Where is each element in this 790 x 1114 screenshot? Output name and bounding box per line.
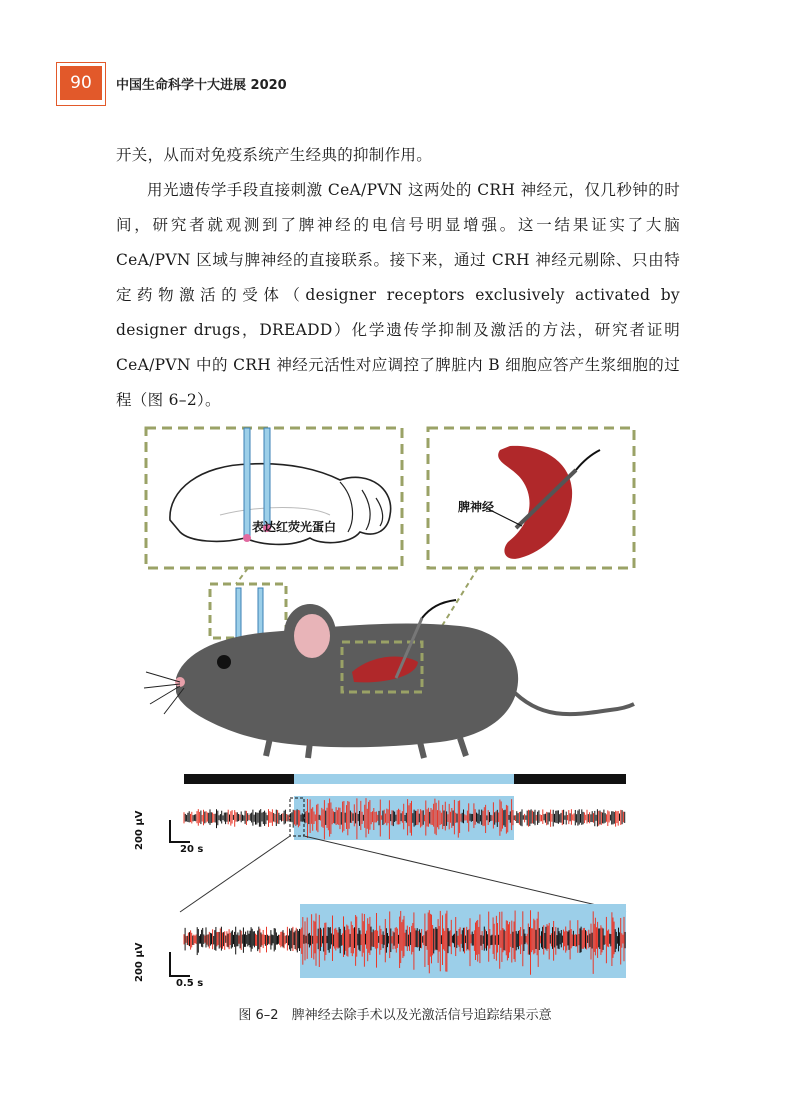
mouse-ear-inner — [294, 614, 330, 658]
mouse-eye — [217, 655, 231, 669]
scale1-y-label: 200 μV — [134, 810, 145, 850]
head-fiber-2 — [258, 588, 263, 638]
light-off-bar-1 — [184, 774, 294, 784]
page-number: 90 — [60, 66, 102, 100]
running-title: 中国生命科学十大进展 2020 — [116, 78, 287, 93]
body-text — [116, 138, 680, 418]
optic-fiber-2 — [264, 428, 270, 528]
scale1-x-label: 20 s — [180, 844, 204, 855]
brain-label: 表达红荧光蛋白 — [252, 520, 337, 534]
body-line-1: 开关，从而对免疫系统产生经典的抑制作用。 — [116, 146, 433, 164]
body-paragraph-2: 用光遗传学手段直接刺激 CeA/PVN 这两处的 CRH 神经元，仅几秒钟的时间，研究者就观测到了脾神经的电信号明显增强。这一结果证实了大脑 CeA/PVN 区域与脾神经的直接联系。接下来，通过 CRH 神经元剔除、只由特定药物激活的受体（designer receptors exclusively activated by designer drugs，DREADD）化学遗传学抑制及激活的方法，研究者证明 CeA/PVN 中的 CRH 神经元活性对应调控了脾脏内 B 细胞应答产生浆细胞的过程（图 6–2）。 — [116, 181, 680, 409]
scale-bar-2 — [170, 952, 190, 976]
mouse-tail — [510, 688, 634, 714]
body-probe-wire — [422, 600, 456, 618]
head-inset-box — [210, 584, 286, 638]
head-fiber-1 — [236, 588, 241, 638]
figure-illustration — [140, 420, 640, 990]
scale2-x-label: 0.5 s — [176, 978, 204, 989]
brain-connector — [236, 568, 248, 584]
spleen-large — [498, 446, 572, 559]
scale-bar-1 — [170, 820, 190, 842]
figure-caption: 图 6–2 脾神经去除手术以及光激活信号追踪结果示意 — [238, 1008, 552, 1023]
light-off-bar-2 — [514, 774, 626, 784]
scale2-y-label: 200 μV — [134, 942, 145, 982]
red-fluorescent-spot-1 — [243, 534, 251, 542]
figure-6-2 — [134, 420, 640, 990]
optic-fiber-1 — [244, 428, 250, 536]
spleen-nerve-label: 脾神经 — [458, 500, 495, 514]
spleen-probe-wire — [576, 450, 600, 470]
zoom-line-right — [304, 836, 626, 912]
light-on-bar — [294, 774, 514, 784]
